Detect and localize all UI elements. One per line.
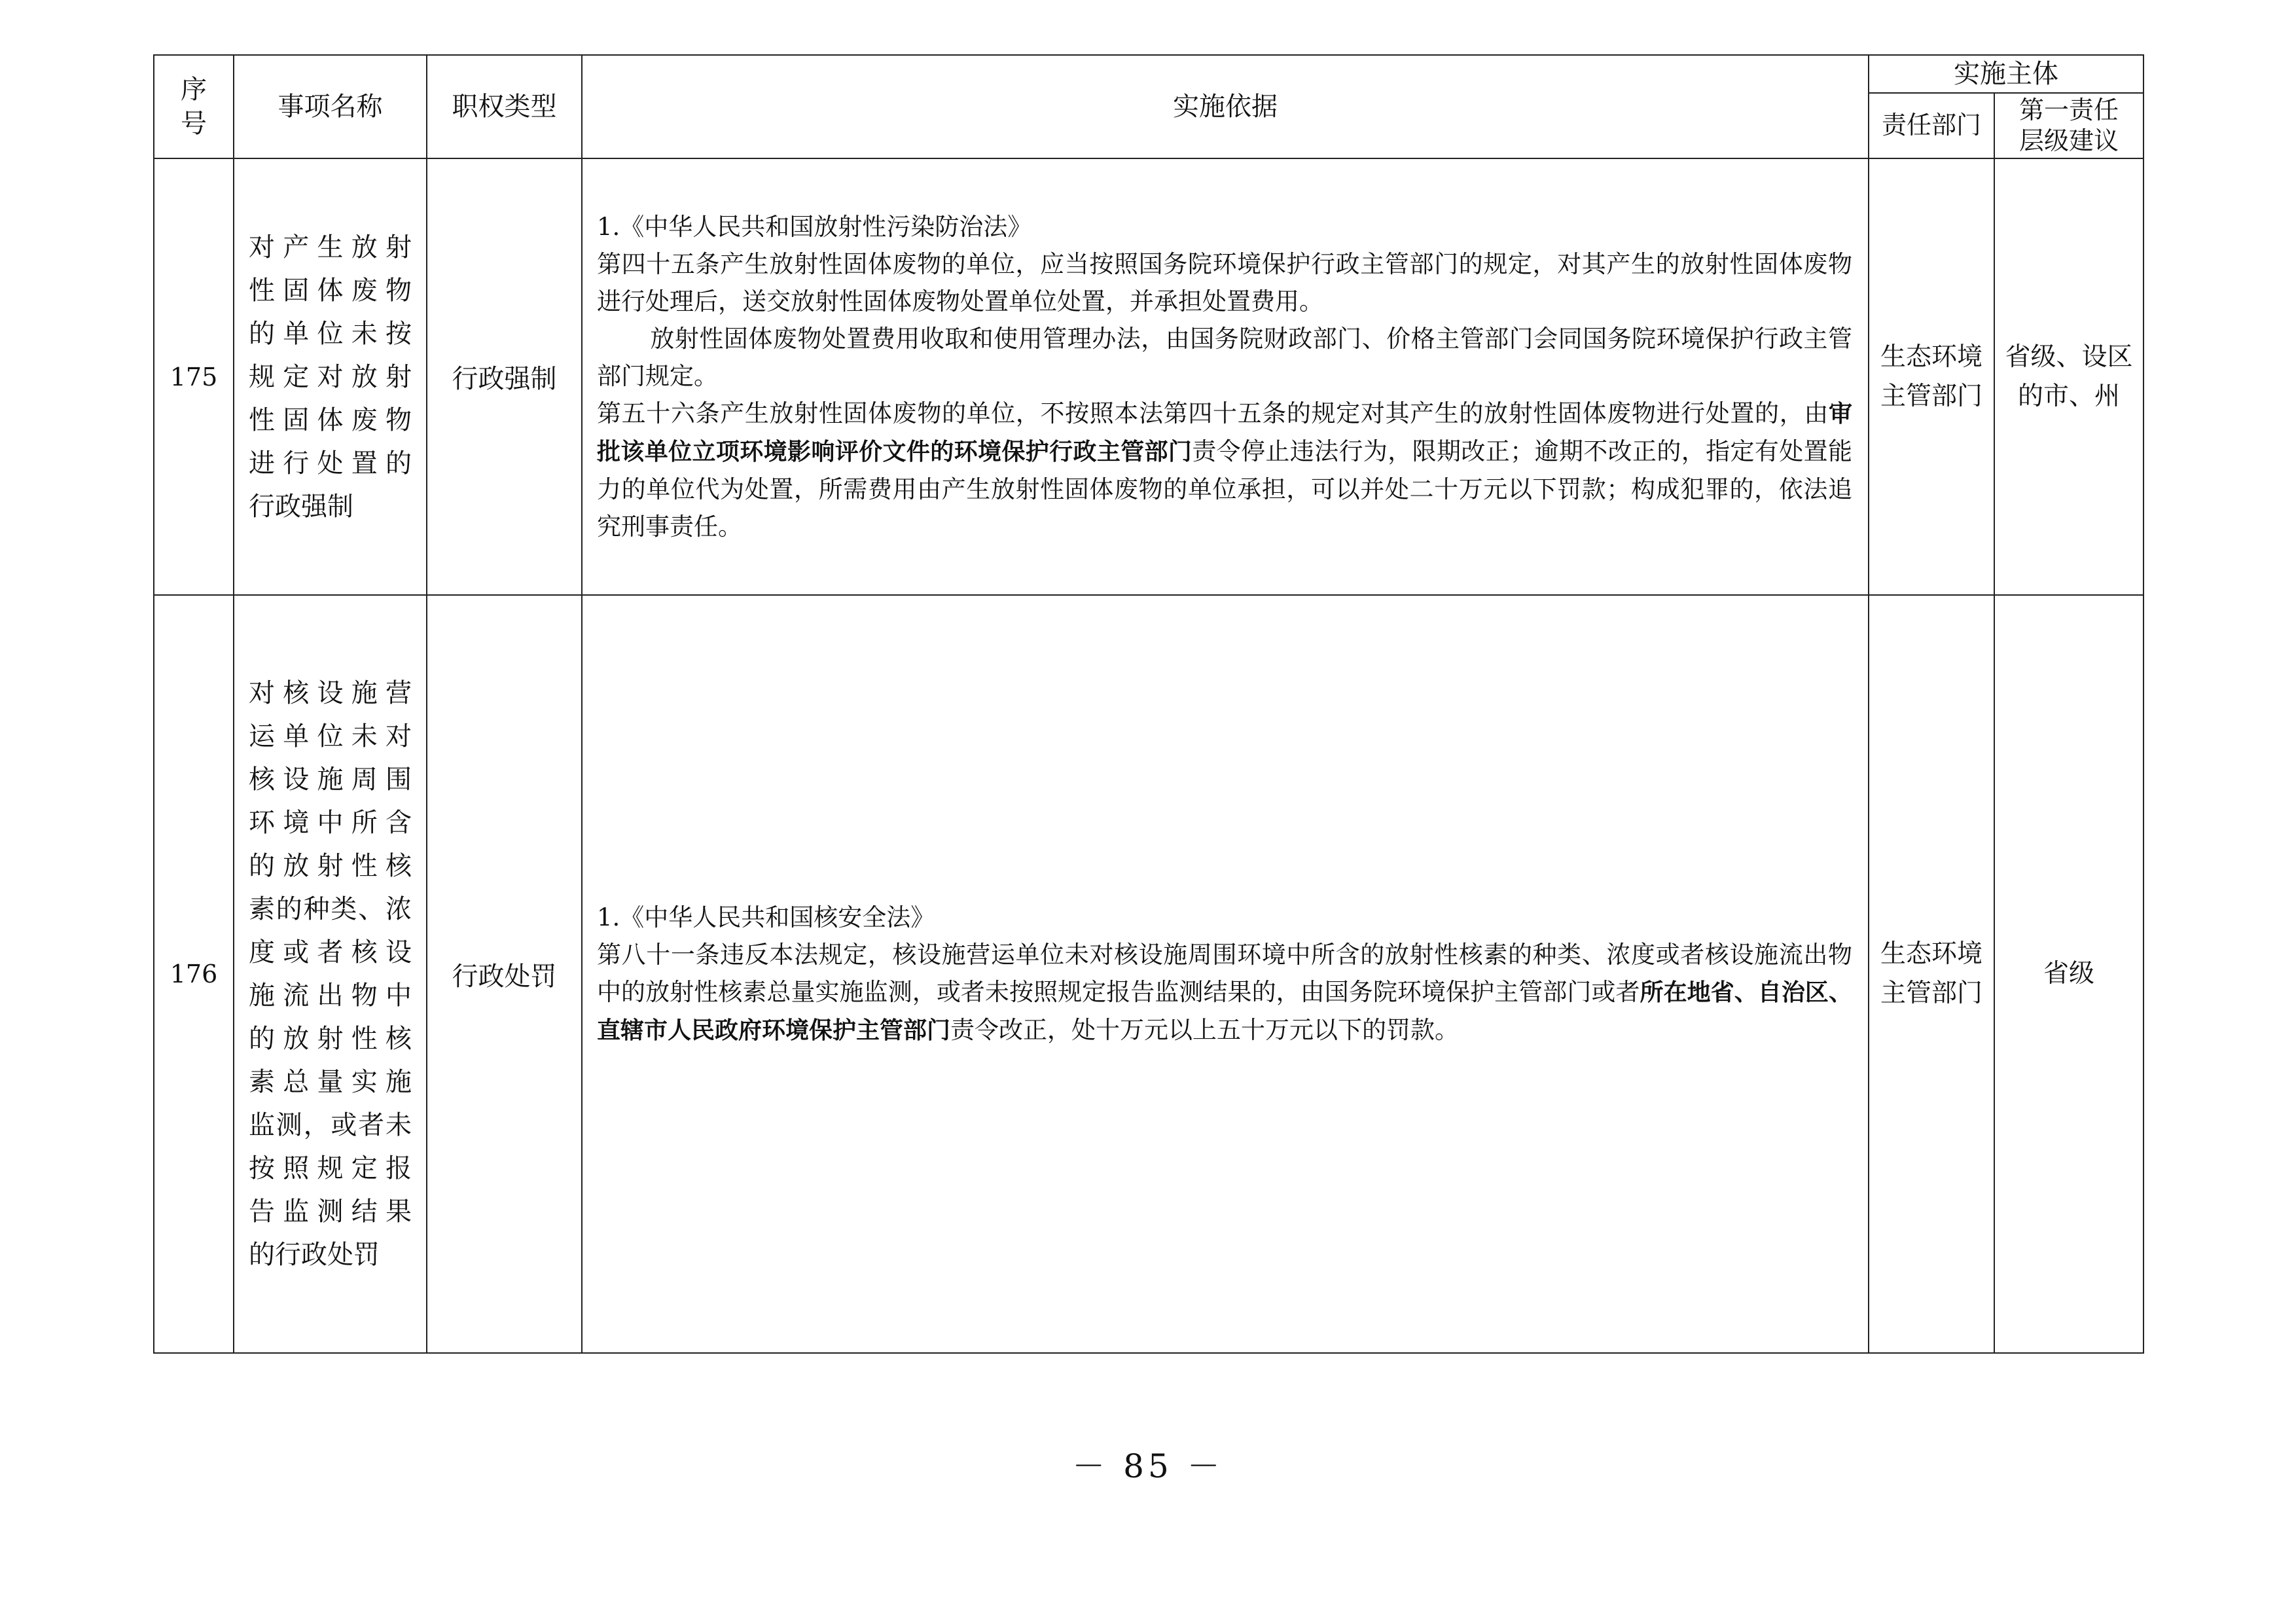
row-level — [1994, 595, 2144, 1353]
item-line: 进行处置的 — [249, 448, 412, 478]
basis-paragraph — [597, 395, 1852, 545]
header-power-type: 职权类型 — [427, 55, 582, 158]
row-seq: 176 — [154, 595, 234, 1353]
basis-law-title: 1.《中华人民共和国放射性污染防治法》 — [597, 213, 1032, 241]
item-line: 环境中所含 — [249, 808, 412, 838]
dept-line: 主管部门 — [1880, 381, 1982, 411]
item-line: 告监测结果 — [249, 1197, 412, 1227]
item-line: 运单位未对 — [249, 721, 412, 751]
basis-paragraph — [597, 936, 1852, 1049]
item-line: 度或者核设 — [249, 937, 412, 967]
basis-paragraph: 第四十五条产生放射性固体废物的单位，应当按照国务院环境保护行政主管部门的规定，对其产生的放射性固体废物进行处理后，送交放射性固体废物处置单位处置，并承担处置费用。 — [597, 250, 1852, 316]
item-line: 对核设施营 — [249, 678, 412, 708]
basis-text: 第八十一条违反本法规定，核设施营运单位未对核设施周围环境中所含的放射性核素的种类、浓度或者核设施流出物中的放射性核素总量实施监测，或者未按照规定报告监测结果的，由国务院环境保护主管部门或者 — [597, 941, 1852, 1006]
dept-line: 生态环境 — [1880, 342, 1982, 372]
level-line: 省级、设区 — [2005, 342, 2133, 372]
page-number: － 85 － — [1072, 1447, 1224, 1485]
row-item-name — [234, 158, 427, 595]
row-item-name — [234, 595, 427, 1353]
item-line: 施流出物中 — [249, 981, 412, 1011]
basis-text: 责令改正，处十万元以上五十万元以下的罚款。 — [950, 1016, 1460, 1044]
header-seq — [154, 55, 234, 158]
header-subject: 实施主体 — [1869, 55, 2144, 93]
basis-emphasis: 所在地省、自治区、直辖市人民政府环境保护主管部门 — [597, 979, 1852, 1044]
basis-emphasis: 审批该单位立项环境影响评价文件的环境保护行政主管部门 — [597, 401, 1852, 465]
header-level — [1994, 93, 2144, 158]
basis-text: 责令停止违法行为，限期改正；逾期不改正的，指定有处置能力的单位代为处置，所需费用由产生放射性固体废物的单位承担，可以并处二十万元以下罚款；构成犯罪的，依法追究刑事责任。 — [597, 437, 1852, 541]
header-basis: 实施依据 — [582, 55, 1869, 158]
header-seq-line2: 号 — [181, 109, 207, 139]
level-line: 的市、州 — [2017, 381, 2120, 411]
row-level — [1994, 158, 2144, 595]
row-basis — [582, 158, 1869, 595]
row-seq: 175 — [154, 158, 234, 595]
header-item-name: 事项名称 — [234, 55, 427, 158]
item-line: 素的种类、浓 — [249, 894, 412, 924]
table-row — [154, 158, 2144, 595]
basis-text: 第五十六条产生放射性固体废物的单位，不按照本法第四十五条的规定对其产生的放射性固体废物进行处置的，由 — [597, 399, 1829, 427]
item-line: 的放射性核 — [249, 851, 412, 881]
item-line: 对产生放射 — [249, 232, 412, 262]
item-line: 核设施周围 — [249, 765, 412, 795]
level-line: 省级 — [2043, 959, 2094, 988]
item-line: 性固体废物 — [249, 275, 412, 306]
item-line: 素总量实施 — [249, 1067, 412, 1097]
item-line: 规定对放射 — [249, 361, 412, 392]
authority-table — [153, 54, 2144, 1354]
header-dept: 责任部门 — [1869, 93, 1994, 158]
header-level-line2: 层级建议 — [2018, 126, 2119, 155]
table-row — [154, 595, 2144, 1353]
header-seq-line1: 序 — [181, 75, 207, 105]
header-level-line1: 第一责任 — [2018, 95, 2119, 124]
item-line: 监测，或者未 — [249, 1110, 412, 1140]
dept-line: 生态环境 — [1880, 939, 1982, 969]
row-power-type: 行政处罚 — [427, 595, 582, 1353]
basis-paragraph: 放射性固体废物处置费用收取和使用管理办法，由国务院财政部门、价格主管部门会同国务院环境保护行政主管部门规定。 — [597, 325, 1852, 390]
item-line: 的单位未按 — [249, 318, 412, 349]
row-dept — [1869, 158, 1994, 595]
row-power-type: 行政强制 — [427, 158, 582, 595]
dept-line: 主管部门 — [1880, 979, 1982, 1008]
row-basis — [582, 595, 1869, 1353]
item-line: 行政强制 — [249, 491, 353, 522]
item-line: 的放射性核 — [249, 1024, 412, 1054]
basis-law-title: 1.《中华人民共和国核安全法》 — [597, 903, 935, 931]
row-dept — [1869, 595, 1994, 1353]
item-line: 性固体废物 — [249, 405, 412, 435]
item-line: 的行政处罚 — [249, 1240, 380, 1270]
item-line: 按照规定报 — [249, 1153, 412, 1183]
